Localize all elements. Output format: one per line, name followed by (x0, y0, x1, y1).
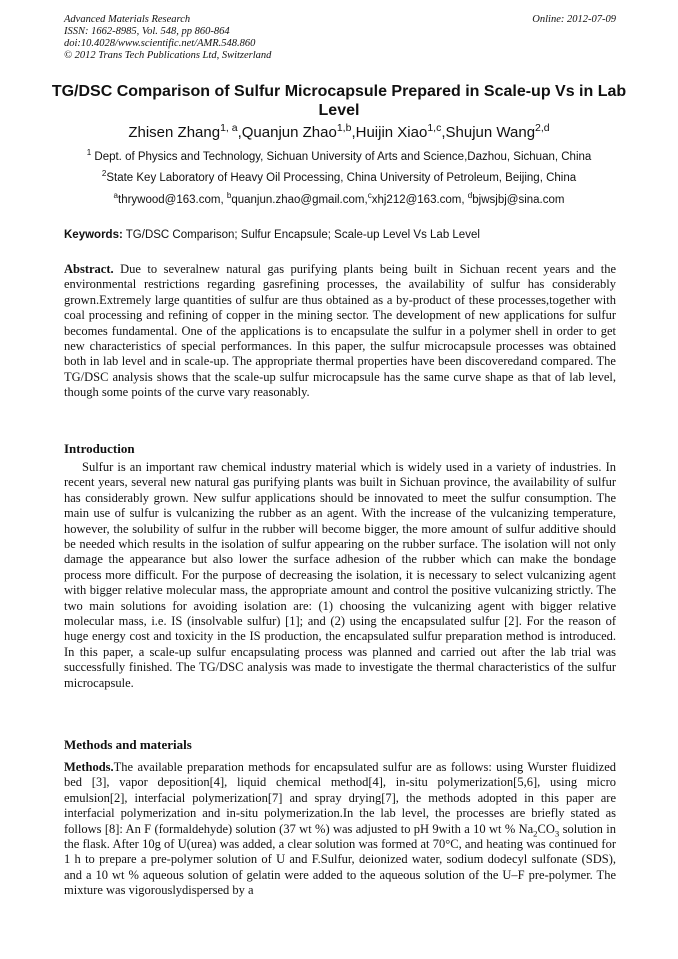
affiliation-2: $^2$State Key Laboratory of Heavy Oil Processing, China University of Petroleum, Beijing, China (101, 169, 577, 184)
paper-title: TG/DSC Comparison of Sulfur Microcapsule Prepared in Scale-up Vs in Lab Level (51, 83, 627, 119)
author: Quanjun Zhao$^{1,b}$, (241, 122, 356, 141)
author: Huijin Xiao$^{1,c}$, (355, 122, 446, 141)
doi: doi:10.4028/www.scientific.net/AMR.548.860 (64, 38, 256, 49)
journal-header (64, 14, 616, 62)
affiliation-1: $^1$ Dept. of Physics and Technology, Sichuan University of Arts and Science,Dazhou, Sichuan, China (86, 148, 592, 163)
introduction-body: Sulfur is an important raw chemical industry material which is widely used in a variety of industries. In recent years, several new natural gas purifying plants was built in Sichuan province, the availability of sulfur has considerably grown. New sulfur applications should be innovated to meet the sulfur consumption. The main use of sulfur is vulcanizing the rubber as an agent. With the increase of the vulcanizing temperature, however, the solubility of sulfur in the rubber will become bigger, the more amount of sulfur additive should be needed which results in the isolation of sulfur appearing on the rubber surface. The isolation will not only damage the appearance but also lower the surface adhesion of the rubber which can make the bondage process more difficult. For the purpose of decreasing the isolation, it is necessary to select vulcanizing agent with bigger relative molecular mass, the appropriate amount and control the positive vulcanizing strictly. The two main solutions for avoiding isolation are: (1) choosing the vulcanizing agent with bigger relative molecular mass, i.e. IS (insolvable sulfur) [1]; and (2) using the encapsulated sulfur [2]. For the reason of huge energy cost and toxicity in the IS production, the encapsulated sulfur preparation method is introduced. In this paper, a scale-up sulfur encapsulating process was planned and carried out after the lab trial was successfully finished. The TG/DSC analysis was made to investigate the thermal characteristics of the sulfur microcapsule. (64, 460, 616, 690)
methods-heading: Methods and materials (64, 737, 192, 752)
author: Zhisen Zhang$^{1, a}$, (128, 122, 242, 141)
journal-name: Advanced Materials Research (64, 14, 191, 25)
keywords: Keywords: TG/DSC Comparison; Sulfur Encapsule; Scale-up Level Vs Lab Level (64, 229, 480, 241)
online-date: Online: 2012-07-09 (532, 14, 616, 25)
methods-body: Methods.The available preparation methods for encapsulated sulfur are as follows: using Wurster fluidized bed [3], vapor deposition[4], liquid chemical method[4], in-situ polymerization[5,6], using micro emulsion[2], interfacial polymerization[7] and spray drying[7], the methods adopted in this paper are interfacial polymerization and in-situ polymerization.In the lab level, the processes are briefly stated as follows [8]: An F (formaldehyde) solution (37 wt %) was adjusted to pH 9with a 10 wt % $Na_2CO_3$ solution in the flask. After 10g of U(urea) was added, a clear solution was formed at 70°C, and heating was continued for 1 h to prepare a pre-polymer solution of U and F.Sulfur, deionized water, sodium dodecyl sulfonate (SDS), and a 10 wt % aqueous solution of gelatin were added to the aqueous solution of the U–F pre-polymer. The mixture was vigorouslydispersed by a (64, 760, 616, 898)
author: Shujun Wang$^{2,d}$ (445, 122, 550, 141)
author-list (0, 124, 678, 142)
copyright: © 2012 Trans Tech Publications Ltd, Switzerland (64, 50, 272, 61)
introduction-heading: Introduction (64, 441, 135, 456)
issn: ISSN: 1662-8985, Vol. 548, pp 860-864 (64, 26, 230, 37)
email-list: $^a$thrywood@163.com, $^b$quanjun.zhao@gmail.com,$^c$xhj212@163.com, $^d$bjwsjbj@sina.com (113, 191, 565, 206)
abstract: Abstract. Due to severalnew natural gas purifying plants being built in Sichuan recent years and the environmental restrictions regarding gasrefining processes, the availability of sulfur has considerably grown.Extremely large quantities of sulfur are thus obtained as a by-product of these processes,together with coal processing and refining of copper in the mining sector. The development of new applications for sulfur becomes fundamental. One of the applications is to encapsulate the sulfur in a polymer shell in order to get new characteristics of special performances. In this paper, the sulfur microcapsule processes was obtained both in lab level and in scale-up. The appropriate thermal properties have been discoveredand compared. The TG/DSC analysis shows that the scale-up sulfur microcapsule has the same curve shape as that of lab level, though some points of the curve vary reasonably. (64, 262, 616, 400)
